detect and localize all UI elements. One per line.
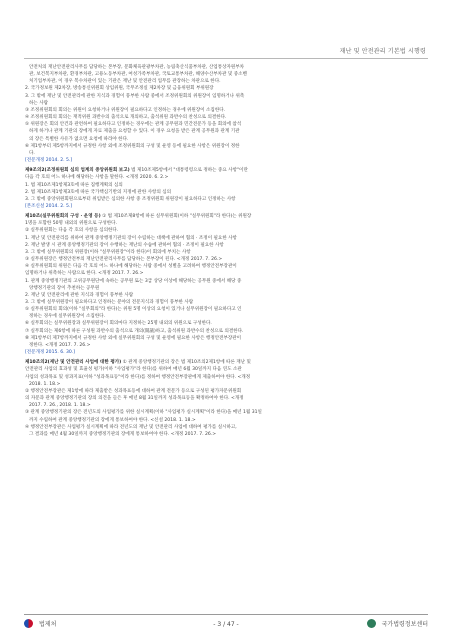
- amendment-reference: [전문개정 2015. 6. 30.]: [25, 350, 76, 356]
- text-line: 안전처의 재난안전관리사무를 담당하는 본부장, 문화체육관광부차관, 농림축산식품부차관, 산업통상자원부차: [29, 65, 245, 70]
- text-line: 안전관리 사업의 효과성 및 효율성 평가(이하 "사업평가"라 한다)를 위하여 매년 6월 30일까지 다음 연도 소관: [25, 367, 242, 373]
- text-line: ③ 조정위원회의 회의는 위원이 요청하거나 위원장이 필요하다고 인정하는 경우에 위원장이 소집한다.: [25, 107, 226, 113]
- text-line: ③ 관계 중앙행정기관의 장은 전년도의 사업평가를 위한 실시계획(이하 "사업평가 실시계획"이라 한다)을 매년 1월 31일: [25, 410, 262, 416]
- text-line: 의 장은 특별한 사유가 없으면 요청에 따라야 한다.: [29, 136, 129, 142]
- text-line: 의 자문과 관계 중앙행정기관의 장의 의견을 들은 후 매년 8월 31일까지 성과목표등을 확정하여야 한다. <개정: [25, 396, 244, 402]
- text-line: 2018. 1. 18.>: [29, 381, 61, 387]
- text-line: 1명을 포함한 50명 내외의 위원으로 구성한다.: [25, 221, 118, 227]
- text-line: ⑦ 실무회의는 제6항에 따른 구성원 과반수의 출석으로 개의(開議)하고, 출석위원 과반수의 찬성으로 의결한다.: [25, 328, 244, 334]
- text-line: ② 실무위원회는 다음 각 호의 사항을 심의한다.: [25, 228, 119, 234]
- article-heading-line: [25, 213, 428, 220]
- footer-divider: [24, 614, 428, 615]
- article-title: 제9조의2(조정위원회 심의 업계의 중앙위원회 보고): [25, 168, 130, 174]
- text-line: 관, 보건복지부차관, 환경부차관, 고용노동부차관, 여성가족부차관, 국토교통부차관, 해양수산부차관 및 중소벤: [29, 72, 247, 78]
- text-line: ④ 실무위원회의 위원은 다음 각 호의 어느 하나에 해당하는 사람 중에서 성별을 고려하여 행정안전부장관이: [25, 264, 237, 270]
- text-line: 사업의 성과목표 및 성과지표(이하 "성과목표등"이라 한다)를 정하여 행정안전부장관에게 제출하여야 한다. <개정: [25, 374, 251, 380]
- text-line: ⑧ 제1항부터 제7항까지에서 규정한 사항 외에 실무위원회의 구성 및 운영에 필요한 사항은 행정안전부장관이: [25, 335, 242, 341]
- article-text: 법 제10조제5항에서 "대통령령으로 정하는 중요 사항"이란: [129, 168, 248, 174]
- article-text: ① 관계 중앙행정기관의 장은 법 제10조의2제1항에 따른 재난 및: [121, 360, 251, 366]
- text-line: 2. 재난 발생 시 관계 중앙행정기관의 장이 수행하는 재난의 수습에 관하여 협의 · 조정이 필요한 사항: [25, 242, 224, 248]
- text-line: ② 행정안전부장관은 제1항에 따라 제출받은 성과목표등에 대하여 관계 전문가 등으로 구성된 평가자문위원회: [25, 388, 242, 394]
- text-line: 3. 그 밖에 실무위원회의 위원장(이하 "실무위원장"이라 한다)이 회의에 부치는 사항: [25, 249, 191, 255]
- text-line: 3. 그 밖에 중앙위원회원으로부터 위임받은 심의한 사항 중 조정위원회 위원장이 필요하다고 인정하는 사항: [25, 196, 236, 202]
- text-line: 그 결과를 매년 4월 30일까지 중앙행정기관의 장에게 통보하여야 한다. <개정 2017. 7. 26.>: [29, 431, 217, 437]
- document-header-title: 재난 및 안전관리 기본법 시행령: [339, 48, 426, 55]
- article-title: 제10조의2(재난 및 안전관리 사업에 대한 평가): [25, 360, 122, 366]
- text-line: 2. 재난 및 안전관리에 관한 지식과 경험이 풍부한 사람: [25, 292, 134, 298]
- law-center-logo-icon: [367, 619, 376, 628]
- amendment-reference: [전문개정 2014. 2. 5.]: [25, 158, 73, 164]
- text-line: 정한다. <개정 2017. 7. 26.>: [29, 342, 91, 348]
- text-line: 1. 관계 중앙행정기관의 고위공무원단에 속하는 공무원 또는 3급 상당 이상에 해당하는 공무원 중에서 해당 중: [25, 278, 242, 284]
- amendment-reference: [본조신설 2014. 2. 5.]: [25, 203, 73, 209]
- page-number: - 3 / 47 -: [213, 621, 239, 628]
- text-line: 1. 법 제10조제1항제3호에 따른 집행계획의 심의: [25, 182, 123, 188]
- text-line: 임명하거나 위촉하는 사람으로 한다. <개정 2017. 7. 26.>: [25, 271, 144, 277]
- text-line: ④ 행정안전부장관은 사업평가 실시계획에 따라 전년도의 재난 및 안전관리 사업에 대하여 평가를 실시하고,: [25, 424, 237, 430]
- text-line: 1. 재난 및 안전관리를 위하여 관계 중앙행정기관의 장이 수립하는 대책에 관하여 협의 · 조정이 필요한 사항: [25, 235, 237, 241]
- article-title: 제10조(실무위원회의 구성 · 운영 등): [25, 214, 101, 220]
- footer-site-name: 국가법령정보센터: [381, 621, 428, 628]
- header-divider: [24, 58, 428, 59]
- text-line: 하는 사람: [29, 100, 49, 106]
- article-text: ① 법 제10조제8항에 따른 실무위원회(이하 "실무위원회"라 한다)는 위원장: [100, 214, 252, 220]
- article-heading-line: [25, 167, 428, 174]
- text-line: 3. 그 밖에 실무위원장이 필요하다고 인정하는 분야의 전문지식과 경험이 풍부한 사람: [25, 300, 194, 305]
- text-line: 2017. 7. 26., 2018. 1. 18.>: [29, 403, 91, 409]
- text-line: 2. 법 제10조제1항제3호에 따른 국가핵심기반의 지정에 관한 사항의 심의: [25, 189, 172, 195]
- text-line: 정하는 경우에 실무위원장이 소집한다.: [29, 314, 106, 320]
- text-line: 처기업부차관, 이 경우 복수차관이 있는 기관은 재난 및 안전관리 업무를 관장하는 차관으로 한다.: [29, 79, 221, 85]
- text-line: ④ 조정위원회의 회의는 재적위원 과반수의 출석으로 개의하고, 출석위원 과반수의 찬성으로 의결한다.: [25, 115, 227, 121]
- text-line: 하게 하거나 관계 기관의 장에게 자료 제출을 요청할 수 있다. 이 경우 요청을 받은 관계 공무원과 관계 기관: [29, 129, 240, 135]
- document-body: [25, 64, 428, 438]
- text-line: 3. 그 밖에 재난 및 안전관리에 관한 지식과 경험이 풍부한 사람 중에서 조정위원회의 위원장이 임명하거나 위촉: [25, 93, 245, 99]
- text-line: ⑥ 실무회의는 실무위원장과 실무위원장이 회의마다 지정하는 25명 내외의 위원으로 구성한다.: [25, 321, 212, 327]
- text-line: 2. 국가정보원 제2차장, 방송통신위원회 상임위원, 국무조정실 제2차장 및 금융위원회 부위원장: [25, 86, 214, 92]
- page-footer: [24, 619, 428, 633]
- text-line: ③ 실무위원장은 행정안전부의 재난안전관리사무를 담당하는 본부장이 된다. <개정 2017. 7. 26.>: [25, 257, 223, 263]
- text-line: 까지 수립하여 관계 중앙행정기관의 장에게 통보하여야 한다. <신설 2018. 1. 18.>: [29, 417, 196, 423]
- text-line: ⑥ 제1항부터 제5항까지에서 규정한 사항 외에 조정위원회의 구성 및 운영 등에 필요한 사항은 위원장이 정한: [25, 143, 240, 149]
- text-line: 다.: [29, 150, 35, 156]
- text-line: ⑤ 실무위원회의 회의(이하 "실무회의"라 한다)는 위원 5명 이상의 요청이 있거나 실무위원장이 필요하다고 인: [25, 307, 242, 313]
- text-line: 다음 각 호의 어느 하나에 해당하는 사항을 말한다. <개정 2020. 6. 2.>: [25, 175, 169, 181]
- article-heading-line: [25, 359, 428, 366]
- footer-publisher: 법제처: [39, 621, 57, 628]
- text-line: ⑤ 위원장은 회의 안건과 관련하여 필요하다고 인정하는 경우에는 관계 공무원과 민간전문가 등을 회의에 참석: [25, 122, 242, 128]
- text-line: 앙행정기관의 장이 추천하는 공무원: [29, 285, 100, 291]
